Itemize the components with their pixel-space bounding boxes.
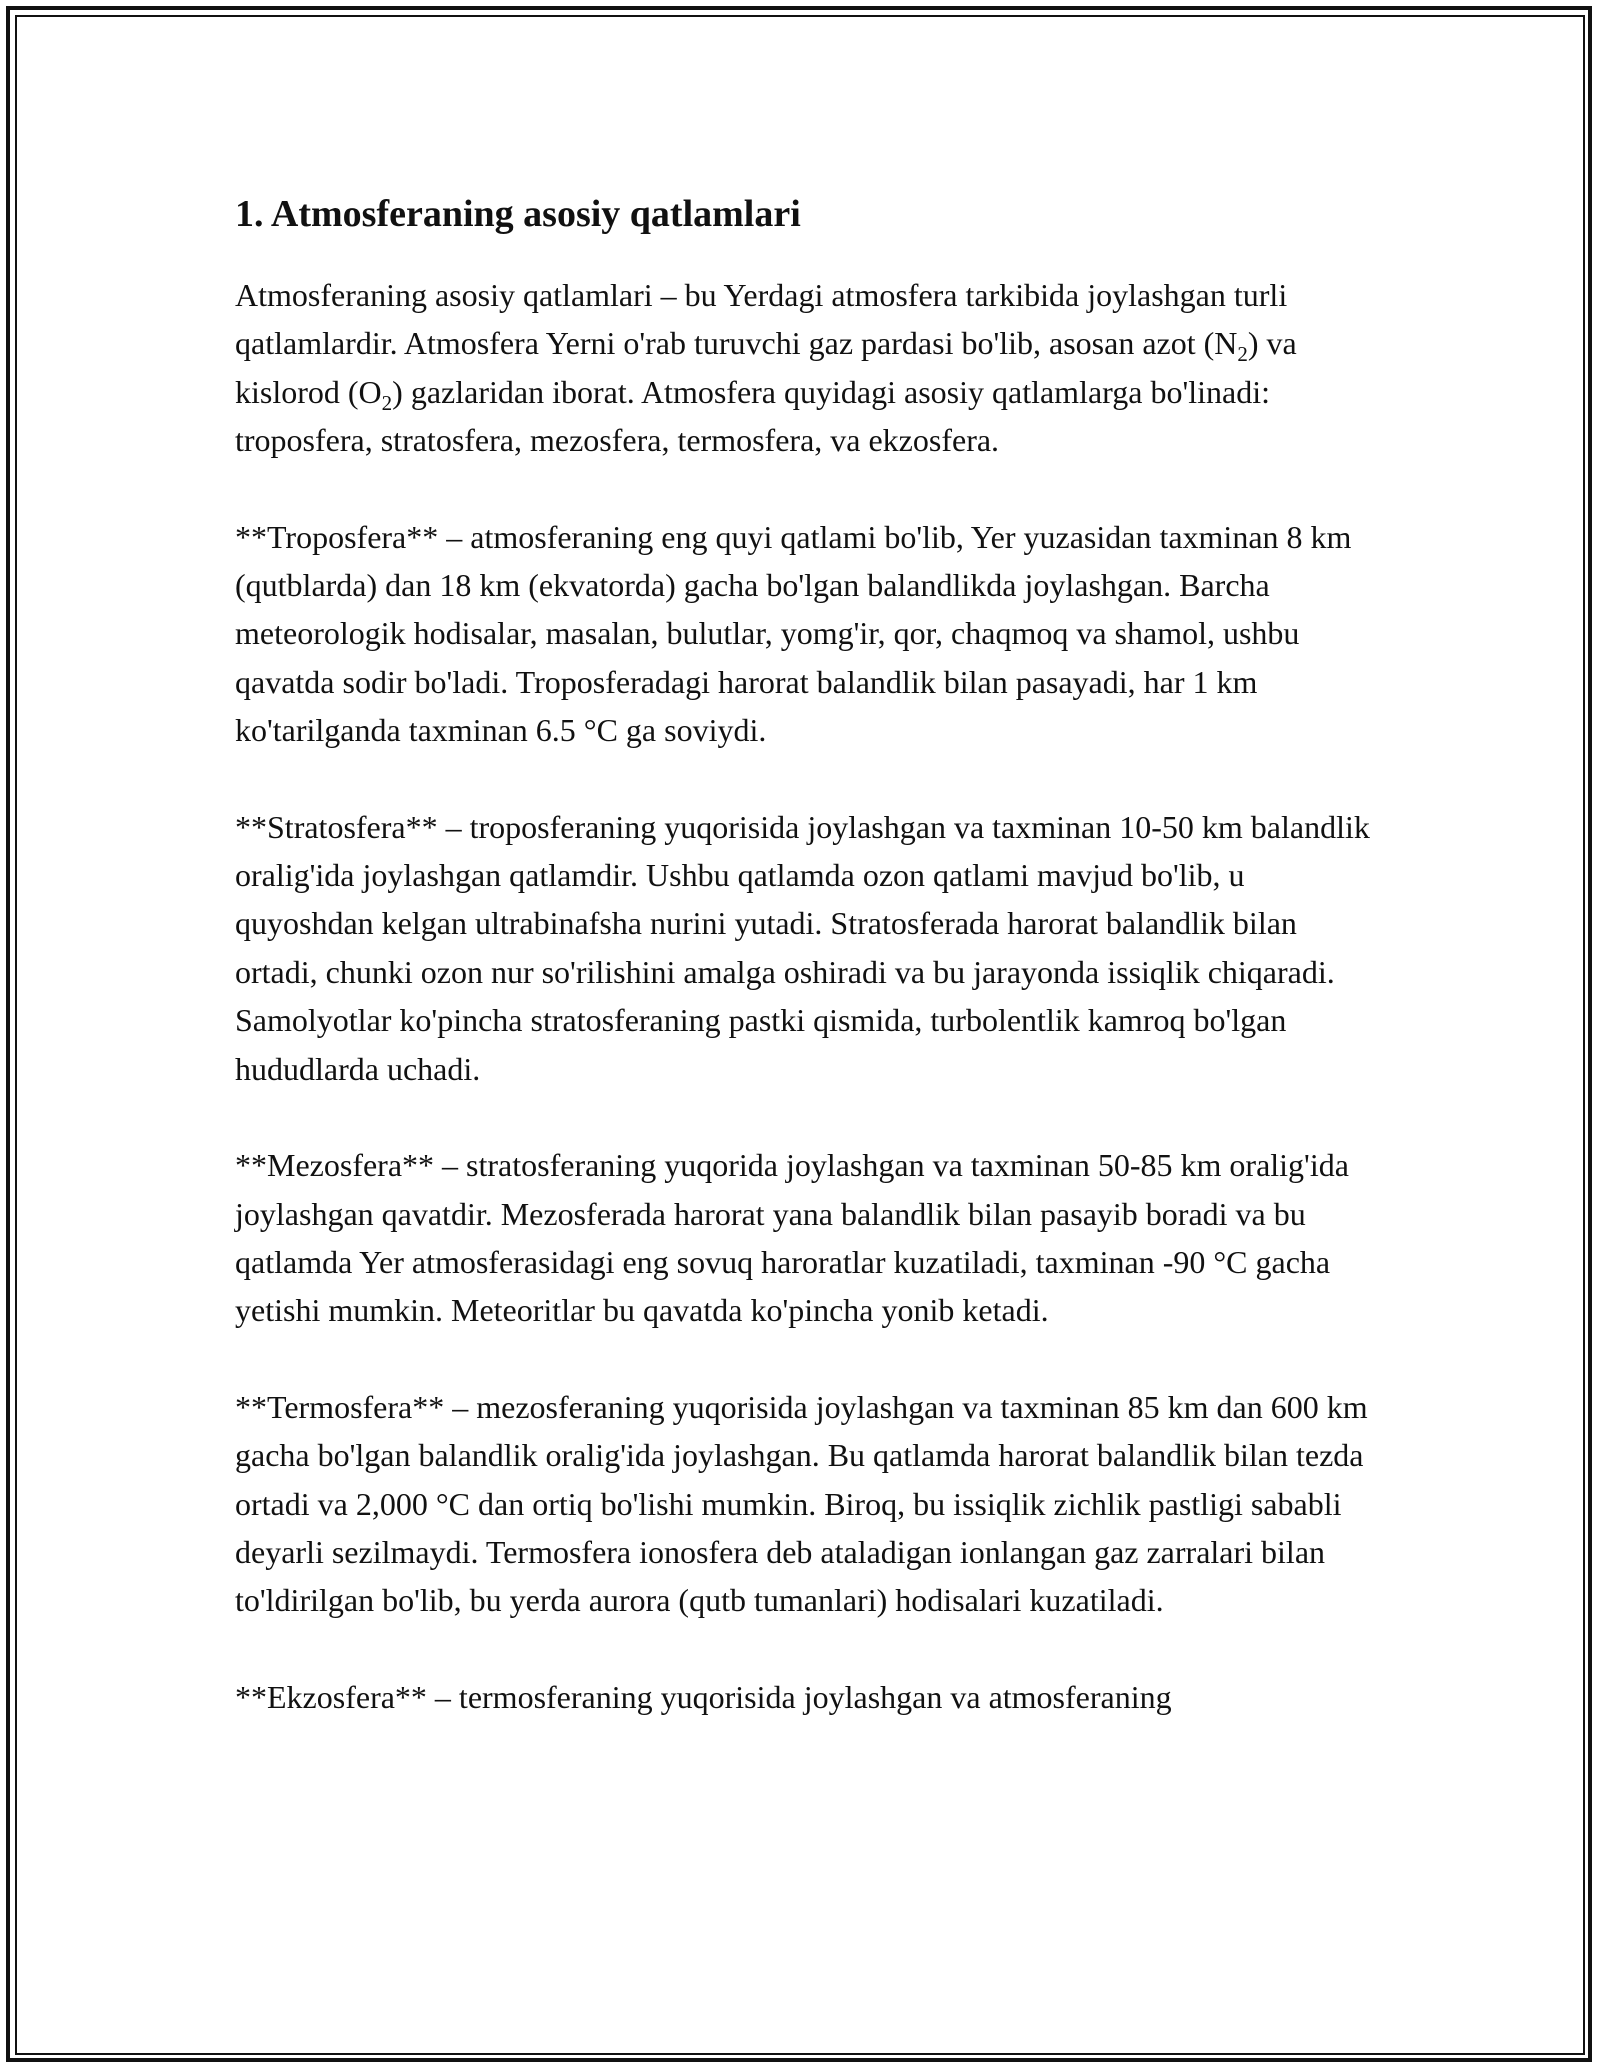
- paragraph-troposfera: **Troposfera** – atmosferaning eng quyi qatlami bo'lib, Yer yuzasidan taxminan 8 km (qutblarda) dan 18 km (ekvatorda) gacha bo'lgan balandlikda joylashgan. Barcha meteorologik hodisalar, masalan, bulutlar, yomg'ir, qor, chaqmoq va shamol, ushbu qavatda sodir bo'ladi. Troposferadagi harorat balandlik bilan pasayadi, har 1 km ko'tarilganda taxminan 6.5 °C ga soviydi.: [235, 518, 1352, 749]
- paragraph-ekzosfera: **Ekzosfera** – termosferaning yuqorisida joylashgan va atmosferaning: [235, 1678, 1172, 1715]
- intro-paragraph: [235, 271, 1375, 465]
- intro-text-part-3: ) gazlaridan iborat. Atmosfera quyidagi asosiy qatlamlarga bo'linadi: troposfera, stratosfera, mezosfera, termosfera, va ekzosfera.: [235, 373, 1270, 459]
- intro-text-part-2: ) va kislorod (O: [235, 325, 1297, 410]
- intro-text-part-1: Atmosferaning asosiy qatlamlari – bu Yerdagi atmosfera tarkibida joylashgan turli qatlamlardir. Atmosfera Yerni o'rab turuvchi gaz pardasi bo'lib, asosan azot (N: [235, 277, 1288, 362]
- paragraph-mezosfera: **Mezosfera** – stratosferaning yuqorida joylashgan va taxminan 50-85 km oralig'ida joylashgan qavatdir. Mezosferada harorat yana balandlik bilan pasayib boradi va bu qatlamda Yer atmosferasidagi eng sovuq haroratlar kuzatiladi, taxminan -90 °C gacha yetishi mumkin. Meteoritlar bu qavatda ko'pincha yonib ketadi.: [235, 1147, 1349, 1329]
- subscript-2: 2: [381, 390, 393, 415]
- paragraph-termosfera: **Termosfera** – mezosferaning yuqorisida joylashgan va taxminan 85 km dan 600 km gacha bo'lgan balandlik oralig'ida joylashgan. Bu qatlamda harorat balandlik bilan tezda ortadi va 2,000 °C dan ortiq bo'lishi mumkin. Biroq, bu issiqlik zichlik pastligi sababli deyarli sezilmaydi. Termosfera ionosfera deb ataladigan ionlangan gaz zarralari bilan to'ldirilgan bo'lib, bu yerda aurora (qutb tumanlari) hodisalari kuzatiladi.: [235, 1388, 1368, 1619]
- section-heading: 1. Atmosferaning asosiy qatlamlari: [235, 193, 801, 235]
- document-body: [235, 185, 1375, 1769]
- subscript-2: 2: [1237, 342, 1248, 367]
- paragraph-stratosfera: **Stratosfera** – troposferaning yuqorisida joylashgan va taxminan 10-50 km balandlik oralig'ida joylashgan qatlamdir. Ushbu qatlamda ozon qatlami mavjud bo'lib, u quyoshdan kelgan ultrabinafsha nurini yutadi. Stratosferada harorat balandlik bilan ortadi, chunki ozon nur so'rilishini amalga oshiradi va bu jarayonda issiqlik chiqaradi. Samolyotlar ko'pincha stratosferaning pastki qismida, turbolentlik kamroq bo'lgan hududlarda uchadi.: [235, 808, 1370, 1087]
